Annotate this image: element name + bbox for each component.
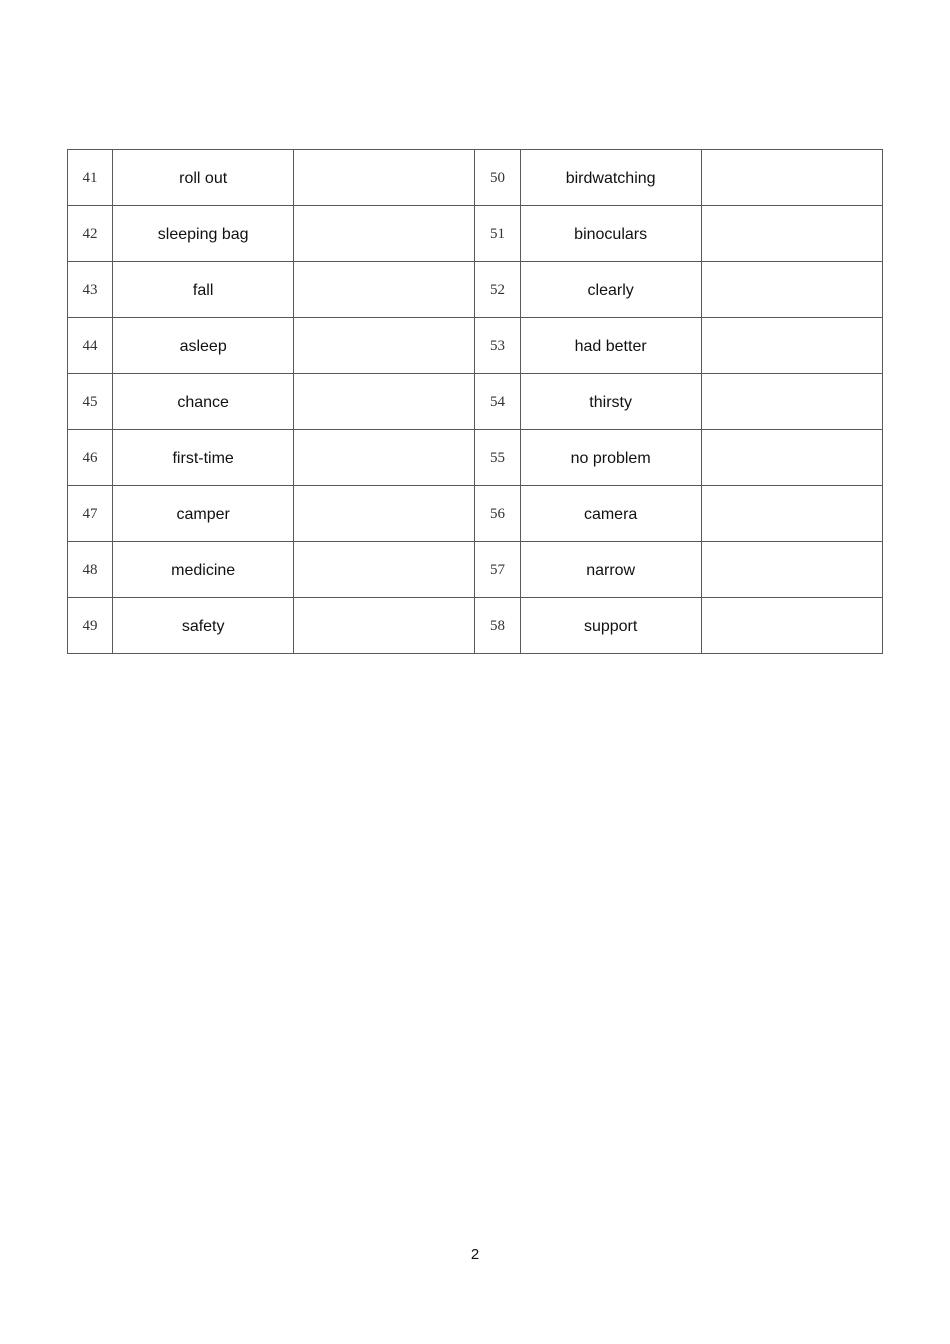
table-row: [68, 262, 883, 318]
answer-cell[interactable]: [294, 430, 475, 486]
answer-cell[interactable]: [294, 206, 475, 262]
answer-cell[interactable]: [701, 206, 882, 262]
answer-cell[interactable]: [294, 542, 475, 598]
answer-cell[interactable]: [701, 318, 882, 374]
item-number: 52: [475, 262, 520, 318]
answer-cell[interactable]: [294, 486, 475, 542]
answer-cell[interactable]: [701, 486, 882, 542]
table-row: [68, 318, 883, 374]
item-number: 45: [68, 374, 113, 430]
item-number: 51: [475, 206, 520, 262]
table-row: [68, 206, 883, 262]
answer-cell[interactable]: [701, 262, 882, 318]
item-number: 44: [68, 318, 113, 374]
vocabulary-word: narrow: [520, 542, 701, 598]
vocabulary-word: roll out: [113, 150, 294, 206]
item-number: 47: [68, 486, 113, 542]
item-number: 57: [475, 542, 520, 598]
item-number: 42: [68, 206, 113, 262]
vocabulary-word: no problem: [520, 430, 701, 486]
answer-cell[interactable]: [701, 598, 882, 654]
vocabulary-word: support: [520, 598, 701, 654]
vocabulary-word: safety: [113, 598, 294, 654]
answer-cell[interactable]: [294, 150, 475, 206]
vocabulary-word: sleeping bag: [113, 206, 294, 262]
item-number: 49: [68, 598, 113, 654]
vocabulary-word: camera: [520, 486, 701, 542]
table-row: [68, 374, 883, 430]
item-number: 48: [68, 542, 113, 598]
vocabulary-word: birdwatching: [520, 150, 701, 206]
answer-cell[interactable]: [701, 374, 882, 430]
vocabulary-word: medicine: [113, 542, 294, 598]
table-row: [68, 430, 883, 486]
vocabulary-word: camper: [113, 486, 294, 542]
item-number: 41: [68, 150, 113, 206]
table-row: [68, 598, 883, 654]
item-number: 55: [475, 430, 520, 486]
item-number: 58: [475, 598, 520, 654]
vocabulary-word: asleep: [113, 318, 294, 374]
vocabulary-word: chance: [113, 374, 294, 430]
vocabulary-word: thirsty: [520, 374, 701, 430]
vocabulary-word: clearly: [520, 262, 701, 318]
item-number: 43: [68, 262, 113, 318]
item-number: 50: [475, 150, 520, 206]
table-row: [68, 150, 883, 206]
table-row: [68, 486, 883, 542]
page-number: 2: [470, 1246, 480, 1263]
answer-cell[interactable]: [701, 150, 882, 206]
answer-cell[interactable]: [294, 262, 475, 318]
table-row: [68, 542, 883, 598]
vocabulary-word: had better: [520, 318, 701, 374]
item-number: 54: [475, 374, 520, 430]
answer-cell[interactable]: [294, 374, 475, 430]
vocabulary-table: [67, 149, 883, 654]
answer-cell[interactable]: [294, 318, 475, 374]
answer-cell[interactable]: [701, 430, 882, 486]
item-number: 46: [68, 430, 113, 486]
item-number: 56: [475, 486, 520, 542]
vocabulary-word: fall: [113, 262, 294, 318]
vocabulary-word: first-time: [113, 430, 294, 486]
vocabulary-word: binoculars: [520, 206, 701, 262]
answer-cell[interactable]: [701, 542, 882, 598]
answer-cell[interactable]: [294, 598, 475, 654]
item-number: 53: [475, 318, 520, 374]
